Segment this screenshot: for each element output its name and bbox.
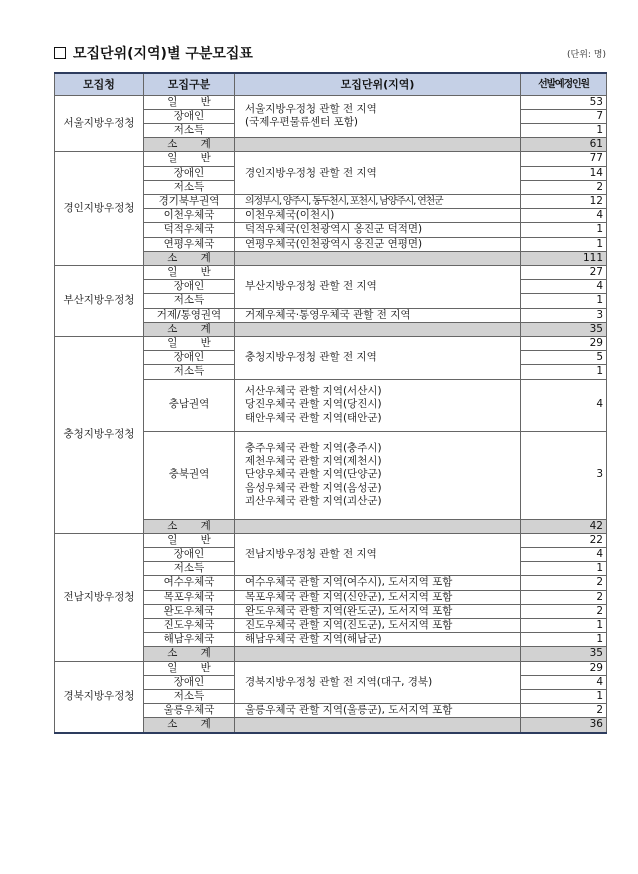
area-cell: 의정부시, 양주시, 동두천시, 포천시, 남양주시, 연천군 — [235, 194, 521, 208]
area-cell: 충청지방우정청 관할 전 지역 — [235, 336, 521, 379]
category-cell: 일 반 — [144, 661, 235, 675]
subtotal-label: 소 계 — [144, 718, 235, 733]
category-cell: 진도우체국 — [144, 618, 235, 632]
count-cell: 12 — [521, 194, 607, 208]
area-cell: 경북지방우정청 관할 전 지역(대구, 경북) — [235, 661, 521, 704]
category-cell: 일 반 — [144, 336, 235, 350]
area-cell: 완도우체국 관할 지역(완도군), 도서지역 포함 — [235, 604, 521, 618]
subtotal-label: 소 계 — [144, 519, 235, 533]
header-count: 선발예정인원 — [521, 73, 607, 95]
header-office: 모집청 — [55, 73, 144, 95]
area-cell: 부산지방우정청 관할 전 지역 — [235, 265, 521, 308]
count-cell: 3 — [521, 431, 607, 519]
subtotal-area — [235, 138, 521, 152]
subtotal-area — [235, 647, 521, 661]
category-cell: 충남권역 — [144, 379, 235, 431]
count-cell: 1 — [521, 690, 607, 704]
category-cell: 저소득 — [144, 562, 235, 576]
category-cell: 장애인 — [144, 166, 235, 180]
subtotal-label: 소 계 — [144, 251, 235, 265]
area-cell: 여수우체국 관할 지역(여수시), 도서지역 포함 — [235, 576, 521, 590]
category-cell: 울릉우체국 — [144, 704, 235, 718]
count-cell: 77 — [521, 152, 607, 166]
recruitment-table — [54, 72, 607, 734]
count-cell: 3 — [521, 308, 607, 322]
page-header — [54, 43, 612, 65]
area-cell: 거제우체국·통영우체국 관할 전 지역 — [235, 308, 521, 322]
area-cell: 진도우체국 관할 지역(진도군), 도서지역 포함 — [235, 618, 521, 632]
count-cell: 1 — [521, 562, 607, 576]
category-cell: 경기북부권역 — [144, 194, 235, 208]
office-cell: 서울지방우정청 — [55, 95, 144, 152]
count-cell: 22 — [521, 533, 607, 547]
category-cell: 거제/통영권역 — [144, 308, 235, 322]
category-cell: 덕적우체국 — [144, 223, 235, 237]
table-header-row — [55, 73, 607, 95]
count-cell: 4 — [521, 675, 607, 689]
area-cell: 덕적우체국(인천광역시 옹진군 덕적면) — [235, 223, 521, 237]
count-cell: 4 — [521, 547, 607, 561]
header-area: 모집단위(지역) — [235, 73, 521, 95]
subtotal-area — [235, 322, 521, 336]
page-title-text: 모집단위(지역)별 구분모집표 — [73, 46, 253, 62]
subtotal-count: 35 — [521, 322, 607, 336]
subtotal-label: 소 계 — [144, 322, 235, 336]
count-cell: 1 — [521, 223, 607, 237]
area-cell: 충주우체국 관할 지역(충주시) 제천우체국 관할 지역(제천시) 단양우체국 관할 지역(단양군) 음성우체국 관할 지역(음성군) 괴산우체국 관할 지역(괴산군) — [235, 431, 521, 519]
unit-note: (단위: 명) — [567, 50, 606, 60]
count-cell: 1 — [521, 618, 607, 632]
category-cell: 장애인 — [144, 547, 235, 561]
count-cell: 1 — [521, 294, 607, 308]
subtotal-area — [235, 519, 521, 533]
office-cell: 전남지방우정청 — [55, 533, 144, 661]
count-cell: 14 — [521, 166, 607, 180]
count-cell: 2 — [521, 590, 607, 604]
header-category: 모집구분 — [144, 73, 235, 95]
subtotal-count: 35 — [521, 647, 607, 661]
category-cell: 연평우체국 — [144, 237, 235, 251]
count-cell: 2 — [521, 180, 607, 194]
count-cell: 2 — [521, 604, 607, 618]
office-cell: 부산지방우정청 — [55, 265, 144, 336]
category-cell: 일 반 — [144, 152, 235, 166]
count-cell: 1 — [521, 633, 607, 647]
area-cell: 서울지방우정청 관할 전 지역 (국제우편물류센터 포함) — [235, 95, 521, 138]
subtotal-count: 111 — [521, 251, 607, 265]
count-cell: 4 — [521, 379, 607, 431]
category-cell: 장애인 — [144, 351, 235, 365]
category-cell: 장애인 — [144, 280, 235, 294]
subtotal-count: 36 — [521, 718, 607, 733]
office-cell: 경인지방우정청 — [55, 152, 144, 266]
category-cell: 완도우체국 — [144, 604, 235, 618]
area-cell: 연평우체국(인천광역시 옹진군 연평면) — [235, 237, 521, 251]
category-cell: 일 반 — [144, 95, 235, 109]
category-cell: 저소득 — [144, 123, 235, 137]
category-cell: 장애인 — [144, 675, 235, 689]
subtotal-count: 42 — [521, 519, 607, 533]
area-cell: 경인지방우정청 관할 전 지역 — [235, 152, 521, 195]
count-cell: 53 — [521, 95, 607, 109]
table-row — [55, 661, 607, 675]
category-cell: 일 반 — [144, 265, 235, 279]
table-row — [55, 152, 607, 166]
category-cell: 여수우체국 — [144, 576, 235, 590]
table-body — [55, 95, 607, 733]
table-row — [55, 533, 607, 547]
subtotal-label: 소 계 — [144, 647, 235, 661]
category-cell: 이천우체국 — [144, 209, 235, 223]
count-cell: 4 — [521, 280, 607, 294]
area-cell: 서산우체국 관할 지역(서산시) 당진우체국 관할 지역(당진시) 태안우체국 관할 지역(태안군) — [235, 379, 521, 431]
category-cell: 저소득 — [144, 180, 235, 194]
category-cell: 저소득 — [144, 294, 235, 308]
count-cell: 29 — [521, 661, 607, 675]
page-title — [54, 43, 253, 63]
category-cell: 일 반 — [144, 533, 235, 547]
category-cell: 목포우체국 — [144, 590, 235, 604]
count-cell: 2 — [521, 576, 607, 590]
category-cell: 장애인 — [144, 109, 235, 123]
count-cell: 1 — [521, 123, 607, 137]
checkbox-square-icon — [54, 47, 66, 59]
area-cell: 이천우체국(이천시) — [235, 209, 521, 223]
table-row — [55, 336, 607, 350]
area-cell: 목포우체국 관할 지역(신안군), 도서지역 포함 — [235, 590, 521, 604]
office-cell: 충청지방우정청 — [55, 336, 144, 533]
count-cell: 1 — [521, 237, 607, 251]
count-cell: 2 — [521, 704, 607, 718]
subtotal-label: 소 계 — [144, 138, 235, 152]
count-cell: 7 — [521, 109, 607, 123]
area-cell: 전남지방우정청 관할 전 지역 — [235, 533, 521, 576]
category-cell: 해남우체국 — [144, 633, 235, 647]
table-row — [55, 265, 607, 279]
area-cell: 해남우체국 관할 지역(해남군) — [235, 633, 521, 647]
category-cell: 저소득 — [144, 365, 235, 379]
area-cell: 울릉우체국 관할 지역(울릉군), 도서지역 포함 — [235, 704, 521, 718]
category-cell: 저소득 — [144, 690, 235, 704]
count-cell: 1 — [521, 365, 607, 379]
count-cell: 29 — [521, 336, 607, 350]
table-row — [55, 95, 607, 109]
subtotal-area — [235, 251, 521, 265]
count-cell: 27 — [521, 265, 607, 279]
count-cell: 4 — [521, 209, 607, 223]
office-cell: 경북지방우정청 — [55, 661, 144, 733]
count-cell: 5 — [521, 351, 607, 365]
subtotal-area — [235, 718, 521, 733]
subtotal-count: 61 — [521, 138, 607, 152]
category-cell: 충북권역 — [144, 431, 235, 519]
